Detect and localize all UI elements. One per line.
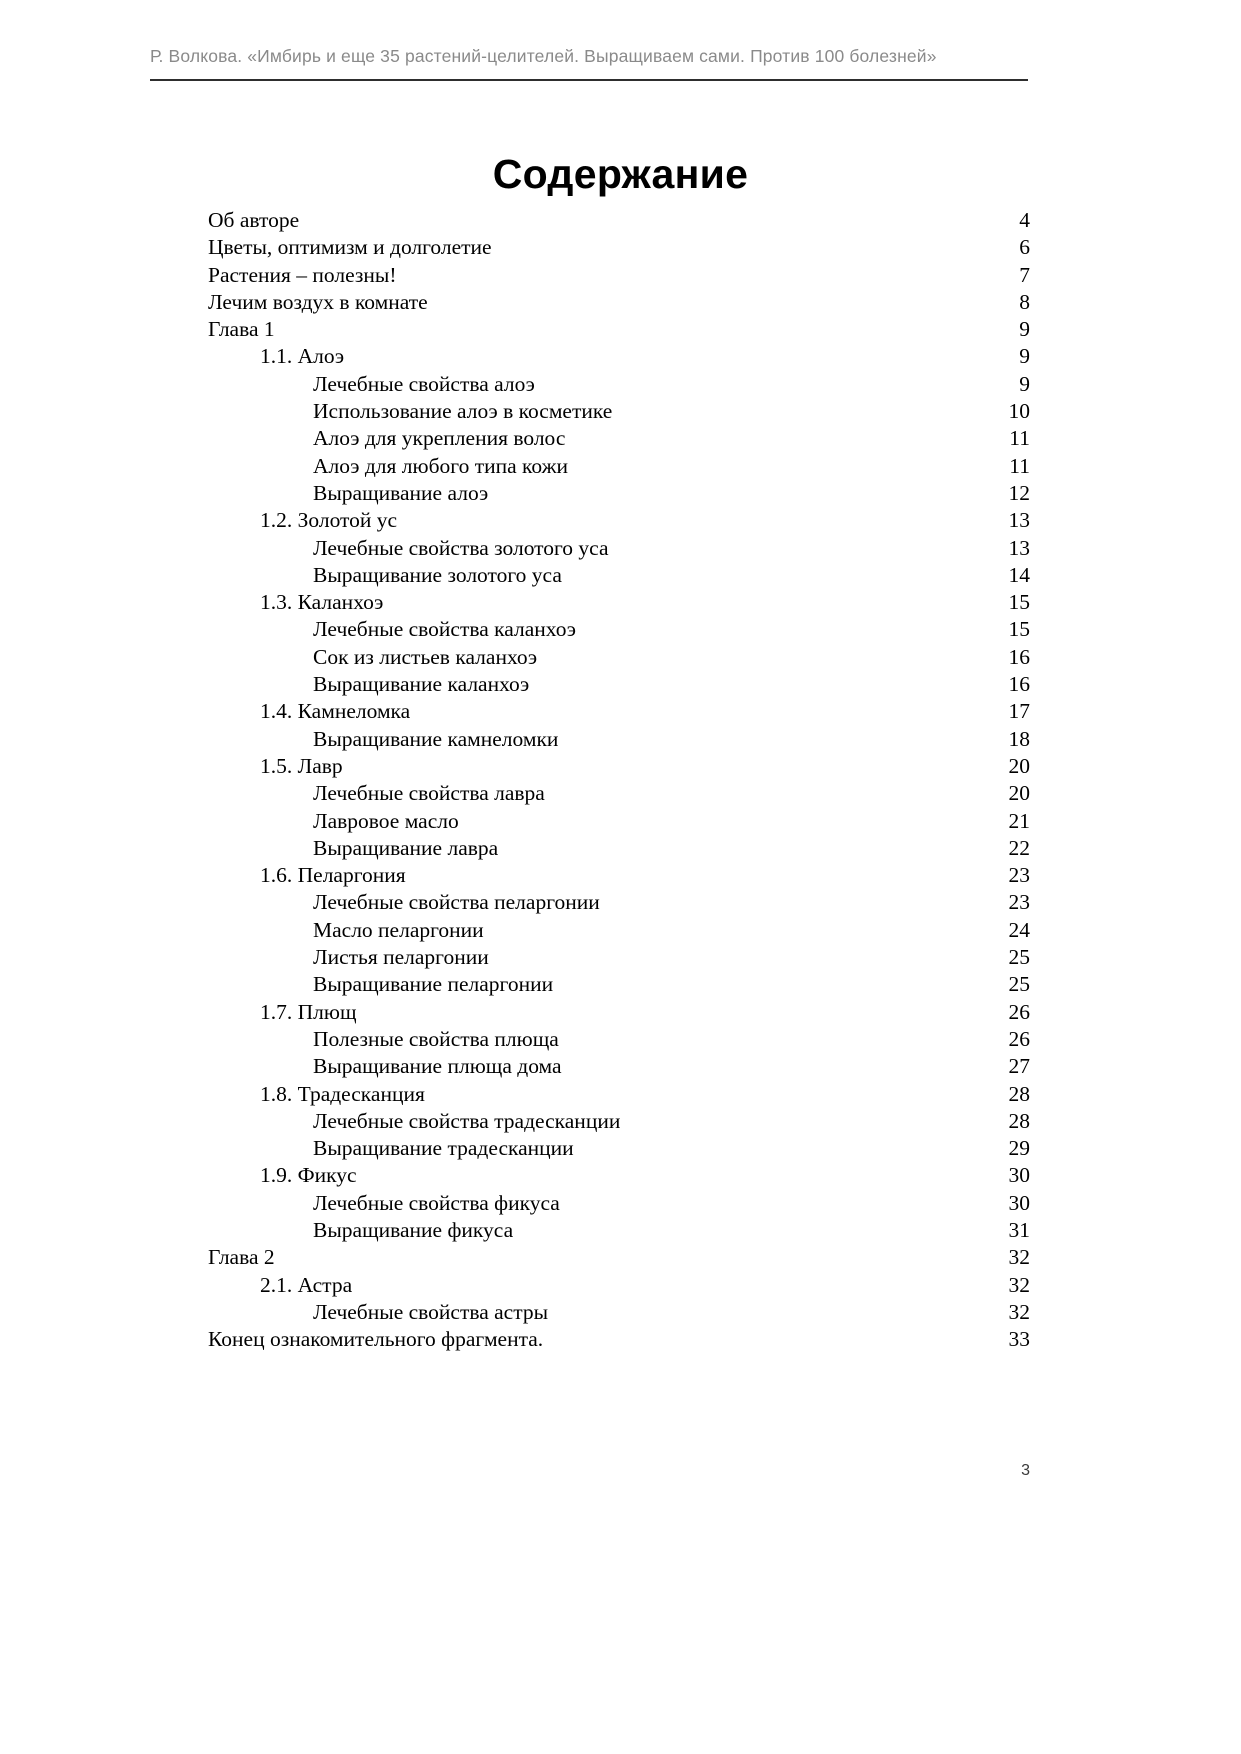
toc-entry-page-number: 20	[1008, 781, 1030, 806]
toc-entry-label: Выращивание фикуса	[313, 1217, 514, 1242]
toc-entry-page-number: 8	[1019, 289, 1030, 314]
toc-entry-page-number: 13	[1008, 535, 1030, 560]
toc-entry[interactable]	[208, 999, 1030, 1026]
toc-entry-page-number: 23	[1008, 890, 1030, 915]
toc-entry-page-number: 14	[1008, 562, 1030, 587]
toc-entry-page-number: 11	[1009, 426, 1030, 451]
toc-entry-label: Выращивание плюща дома	[313, 1054, 562, 1079]
toc-entry-page-number: 15	[1008, 590, 1030, 615]
toc-entry-page-number: 32	[1008, 1299, 1030, 1324]
toc-entry[interactable]	[208, 726, 1030, 753]
toc-entry-page-number: 31	[1008, 1217, 1030, 1242]
toc-entry[interactable]	[208, 1053, 1030, 1080]
toc-entry-label: 1.8. Традесканция	[260, 1081, 425, 1106]
toc-entry-page-number: 12	[1008, 480, 1030, 505]
toc-entry[interactable]	[208, 453, 1030, 480]
toc-entry-label: Выращивание каланхоэ	[313, 672, 530, 697]
toc-entry[interactable]	[208, 480, 1030, 507]
toc-entry-label: Лечебные свойства традесканции	[313, 1108, 621, 1133]
toc-entry[interactable]	[208, 753, 1030, 780]
toc-entry-page-number: 28	[1008, 1108, 1030, 1133]
toc-entry-page-number: 16	[1008, 644, 1030, 669]
toc-entry-label: Глава 1	[208, 317, 275, 342]
toc-entry-page-number: 9	[1019, 371, 1030, 396]
toc-entry-page-number: 26	[1008, 1026, 1030, 1051]
toc-entry-page-number: 33	[1008, 1327, 1030, 1352]
toc-entry[interactable]	[208, 1217, 1030, 1244]
toc-entry-page-number: 24	[1008, 917, 1030, 942]
toc-entry[interactable]	[208, 1272, 1030, 1299]
toc-entry-label: 1.1. Алоэ	[260, 344, 345, 369]
toc-entry-label: 1.4. Камнеломка	[260, 699, 411, 724]
toc-entry-label: Выращивание пеларгонии	[313, 972, 554, 997]
toc-entry-label: 1.9. Фикус	[260, 1163, 357, 1188]
toc-entry-page-number: 25	[1008, 972, 1030, 997]
toc-entry-label: Сок из листьев каланхоэ	[313, 644, 538, 669]
running-title-text: Р. Волкова. «Имбирь и еще 35 растений-целителей. Выращиваем сами. Против 100 болезней»	[150, 46, 937, 66]
toc-entry-label: 1.6. Пеларгония	[260, 863, 406, 888]
toc-entry-label: Выращивание алоэ	[313, 480, 489, 505]
toc-entry-label: Листья пеларгонии	[313, 945, 489, 970]
toc-entry[interactable]	[208, 289, 1030, 316]
toc-entry[interactable]	[208, 616, 1030, 643]
toc-entry-page-number: 26	[1008, 999, 1030, 1024]
toc-entry[interactable]	[208, 808, 1030, 835]
toc-entry-page-number: 32	[1008, 1245, 1030, 1270]
toc-entry-page-number: 9	[1019, 344, 1030, 369]
toc-entry[interactable]	[208, 562, 1030, 589]
toc-entry[interactable]	[208, 1108, 1030, 1135]
toc-entry-page-number: 7	[1019, 262, 1030, 287]
toc-entry[interactable]	[208, 343, 1030, 370]
folio-page-number: 3	[1021, 1462, 1030, 1479]
toc-entry-label: Полезные свойства плюща	[313, 1026, 559, 1051]
toc-entry[interactable]	[208, 944, 1030, 971]
toc-entry[interactable]	[208, 889, 1030, 916]
toc-entry-page-number: 6	[1019, 235, 1030, 260]
toc-entry-page-number: 30	[1008, 1190, 1030, 1215]
toc-entry-label: 2.1. Астра	[260, 1272, 353, 1297]
toc-entry-label: 1.7. Плющ	[260, 999, 357, 1024]
toc-entry[interactable]	[208, 671, 1030, 698]
toc-entry-label: Цветы, оптимизм и долголетие	[208, 235, 492, 260]
toc-entry-label: Выращивание лавра	[313, 835, 499, 860]
toc-entry-label: Лечебные свойства астры	[313, 1299, 549, 1324]
toc-entry-page-number: 10	[1008, 399, 1030, 424]
toc-entry-page-number: 25	[1008, 945, 1030, 970]
toc-entry[interactable]	[208, 917, 1030, 944]
toc-entry[interactable]	[208, 262, 1030, 289]
toc-entry-label: Использование алоэ в косметике	[313, 399, 613, 424]
toc-entry[interactable]	[208, 1299, 1030, 1326]
toc-entry[interactable]	[208, 398, 1030, 425]
toc-entry[interactable]	[208, 1190, 1030, 1217]
toc-entry-label: Растения – полезны!	[208, 262, 397, 287]
toc-entry-label: Об авторе	[208, 208, 300, 232]
toc-entry[interactable]	[208, 535, 1030, 562]
toc-entry-label: Лавровое масло	[313, 808, 459, 833]
toc-entry-page-number: 23	[1008, 863, 1030, 888]
toc-entry-label: Лечебные свойства золотого уса	[313, 535, 609, 560]
toc-entry-page-number: 30	[1008, 1163, 1030, 1188]
toc-entry[interactable]	[208, 234, 1030, 261]
toc-entry-page-number: 27	[1008, 1054, 1030, 1079]
toc-entry-page-number: 22	[1008, 835, 1030, 860]
toc-entry[interactable]	[208, 1081, 1030, 1108]
table-of-contents	[208, 207, 1030, 1353]
running-header	[150, 46, 1030, 67]
toc-entry[interactable]	[208, 1244, 1030, 1271]
toc-entry-label: Масло пеларгонии	[313, 917, 484, 942]
toc-entry-label: Алоэ для любого типа кожи	[313, 453, 568, 478]
toc-entry-label: Лечебные свойства фикуса	[313, 1190, 560, 1215]
toc-entry[interactable]	[208, 425, 1030, 452]
toc-entry[interactable]	[208, 371, 1030, 398]
toc-entry[interactable]	[208, 1135, 1030, 1162]
toc-entry-label: 1.2. Золотой ус	[260, 508, 398, 533]
toc-entry-label: Выращивание золотого уса	[313, 562, 562, 587]
toc-entry-page-number: 21	[1008, 808, 1030, 833]
toc-entry[interactable]	[208, 835, 1030, 862]
toc-entry[interactable]	[208, 589, 1030, 616]
toc-entry[interactable]	[208, 1026, 1030, 1053]
toc-entry[interactable]	[208, 780, 1030, 807]
toc-entry-page-number: 18	[1008, 726, 1030, 751]
toc-entry-label: Лечебные свойства каланхоэ	[313, 617, 576, 642]
toc-entry-label: Выращивание камнеломки	[313, 726, 559, 751]
toc-entry-page-number: 11	[1009, 453, 1030, 478]
toc-entry-label: Выращивание традесканции	[313, 1136, 574, 1161]
toc-entry-label: Лечебные свойства пеларгонии	[313, 890, 600, 915]
toc-entry[interactable]	[208, 971, 1030, 998]
toc-entry-label: Лечебные свойства алоэ	[313, 371, 535, 396]
toc-entry-label: Лечебные свойства лавра	[313, 781, 545, 806]
toc-entry-label: Конец ознакомительного фрагмента.	[208, 1327, 544, 1352]
toc-entry[interactable]	[208, 698, 1030, 725]
toc-entry-page-number: 20	[1008, 753, 1030, 778]
header-divider	[150, 79, 1028, 81]
toc-entry-label: Алоэ для укрепления волос	[313, 426, 566, 451]
toc-entry-page-number: 28	[1008, 1081, 1030, 1106]
toc-entry-page-number: 13	[1008, 508, 1030, 533]
page-title: Содержание	[492, 151, 749, 198]
toc-entry[interactable]	[208, 1326, 1030, 1353]
toc-entry-label: 1.3. Каланхоэ	[260, 590, 384, 615]
toc-entry-page-number: 32	[1008, 1272, 1030, 1297]
toc-entry-page-number: 16	[1008, 672, 1030, 697]
toc-entry[interactable]	[208, 507, 1030, 534]
toc-entry[interactable]	[208, 862, 1030, 889]
toc-entry[interactable]	[208, 644, 1030, 671]
toc-entry[interactable]	[208, 207, 1030, 234]
toc-entry-label: Лечим воздух в комнате	[208, 289, 428, 314]
toc-entry-page-number: 9	[1019, 317, 1030, 342]
toc-entry-page-number: 15	[1008, 617, 1030, 642]
toc-entry-page-number: 4	[1019, 208, 1030, 232]
toc-entry-page-number: 29	[1008, 1136, 1030, 1161]
toc-entry-page-number: 17	[1008, 699, 1030, 724]
toc-entry[interactable]	[208, 316, 1030, 343]
toc-entry[interactable]	[208, 1162, 1030, 1189]
toc-entry-label: Глава 2	[208, 1245, 275, 1270]
toc-entry-label: 1.5. Лавр	[260, 753, 343, 778]
